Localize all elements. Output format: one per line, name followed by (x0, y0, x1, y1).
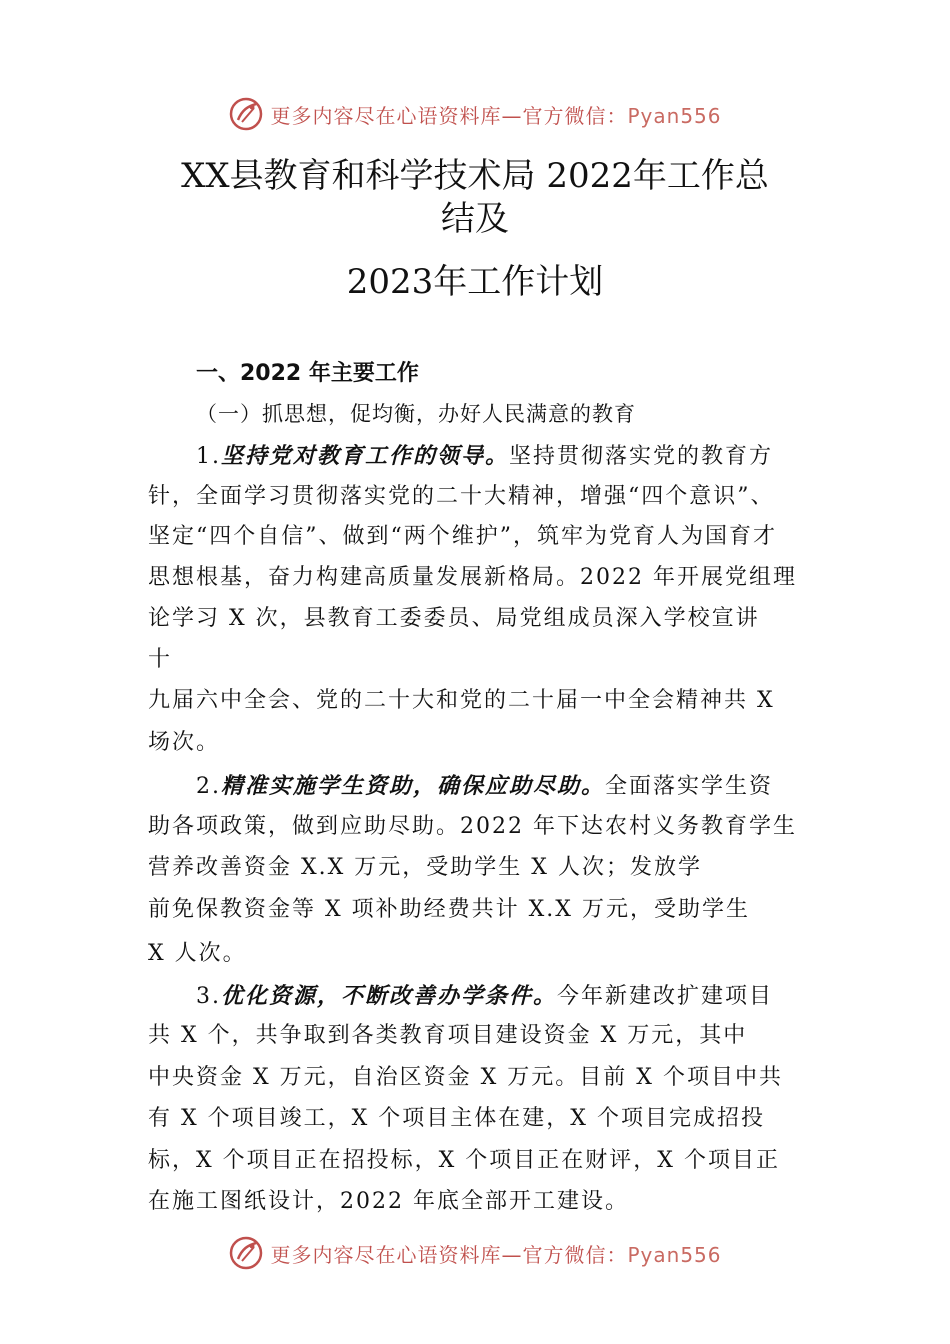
watermark-top (0, 94, 950, 134)
watermark-text: 更多内容尽在心语资料库—官方微信：Pyan556 (270, 1242, 722, 1267)
brand-logo-icon (228, 96, 264, 132)
item3-line: 有 X 个项目竣工，X 个项目主体在建，X 个项目完成招投 (148, 1106, 765, 1131)
item3-first-line: 3.优化资源，不断改善办学条件。今年新建改扩建项目 (196, 983, 774, 1009)
item2-line: X 人次。 (148, 941, 247, 966)
item3-emphasis: 优化资源，不断改善办学条件。 (221, 983, 558, 1009)
item1-first-line: 1.坚持党对教育工作的领导。坚持贯彻落实党的教育方 (196, 443, 774, 469)
item2-line: 助各项政策，做到应助尽助。2022 年下达农村义务教育学生 (148, 814, 797, 839)
document-title-line-3: 2023年工作计划 (346, 262, 604, 302)
item1-line: 九届六中全会、党的二十大和党的二十届一中全会精神共 X (148, 688, 775, 713)
document-title-line-2: 结及 (441, 199, 509, 239)
item1-line: 针，全面学习贯彻落实党的二十大精神，增强“四个意识”、 (148, 484, 775, 509)
item1-line: 思想根基，奋力构建高质量发展新格局。2022 年开展党组理 (148, 565, 797, 590)
brand-logo-icon (228, 1235, 264, 1271)
item2-line: 营养改善资金 X.X 万元，受助学生 X 人次；发放学 (148, 855, 702, 880)
item2-line: 前免保教资金等 X 项补助经费共计 X.X 万元，受助学生 (148, 897, 750, 922)
item1-emphasis: 坚持党对教育工作的领导。 (221, 443, 510, 469)
section-heading: 一、2022 年主要工作 (196, 361, 419, 386)
item3-line: 在施工图纸设计，2022 年底全部开工建设。 (148, 1189, 629, 1214)
document-title-line-1: XX县教育和科学技术局 2022年工作总 (181, 156, 769, 196)
item1-line: 论学习 X 次，县教育工委委员、局党组成员深入学校宣讲 (148, 606, 760, 631)
item2-emphasis: 精准实施学生资助，确保应助尽助。 (221, 773, 606, 799)
watermark-bottom (0, 1233, 950, 1273)
item1-line: 十 (148, 647, 173, 672)
item3-line: 标，X 个项目正在招投标，X 个项目正在财评，X 个项目正 (148, 1148, 780, 1173)
item2-first-line: 2.精准实施学生资助，确保应助尽助。全面落实学生资 (196, 773, 774, 799)
watermark-text: 更多内容尽在心语资料库—官方微信：Pyan556 (270, 103, 722, 128)
item3-line: 中央资金 X 万元，自治区资金 X 万元。目前 X 个项目中共 (148, 1065, 783, 1090)
item3-line: 共 X 个，共争取到各类教育项目建设资金 X 万元，其中 (148, 1023, 748, 1048)
section-subheading: （一）抓思想，促均衡，办好人民满意的教育 (196, 402, 636, 426)
item1-line: 坚定“四个自信”、做到“两个维护”，筑牢为党育人为国育才 (148, 524, 777, 549)
item1-line: 场次。 (148, 730, 221, 755)
